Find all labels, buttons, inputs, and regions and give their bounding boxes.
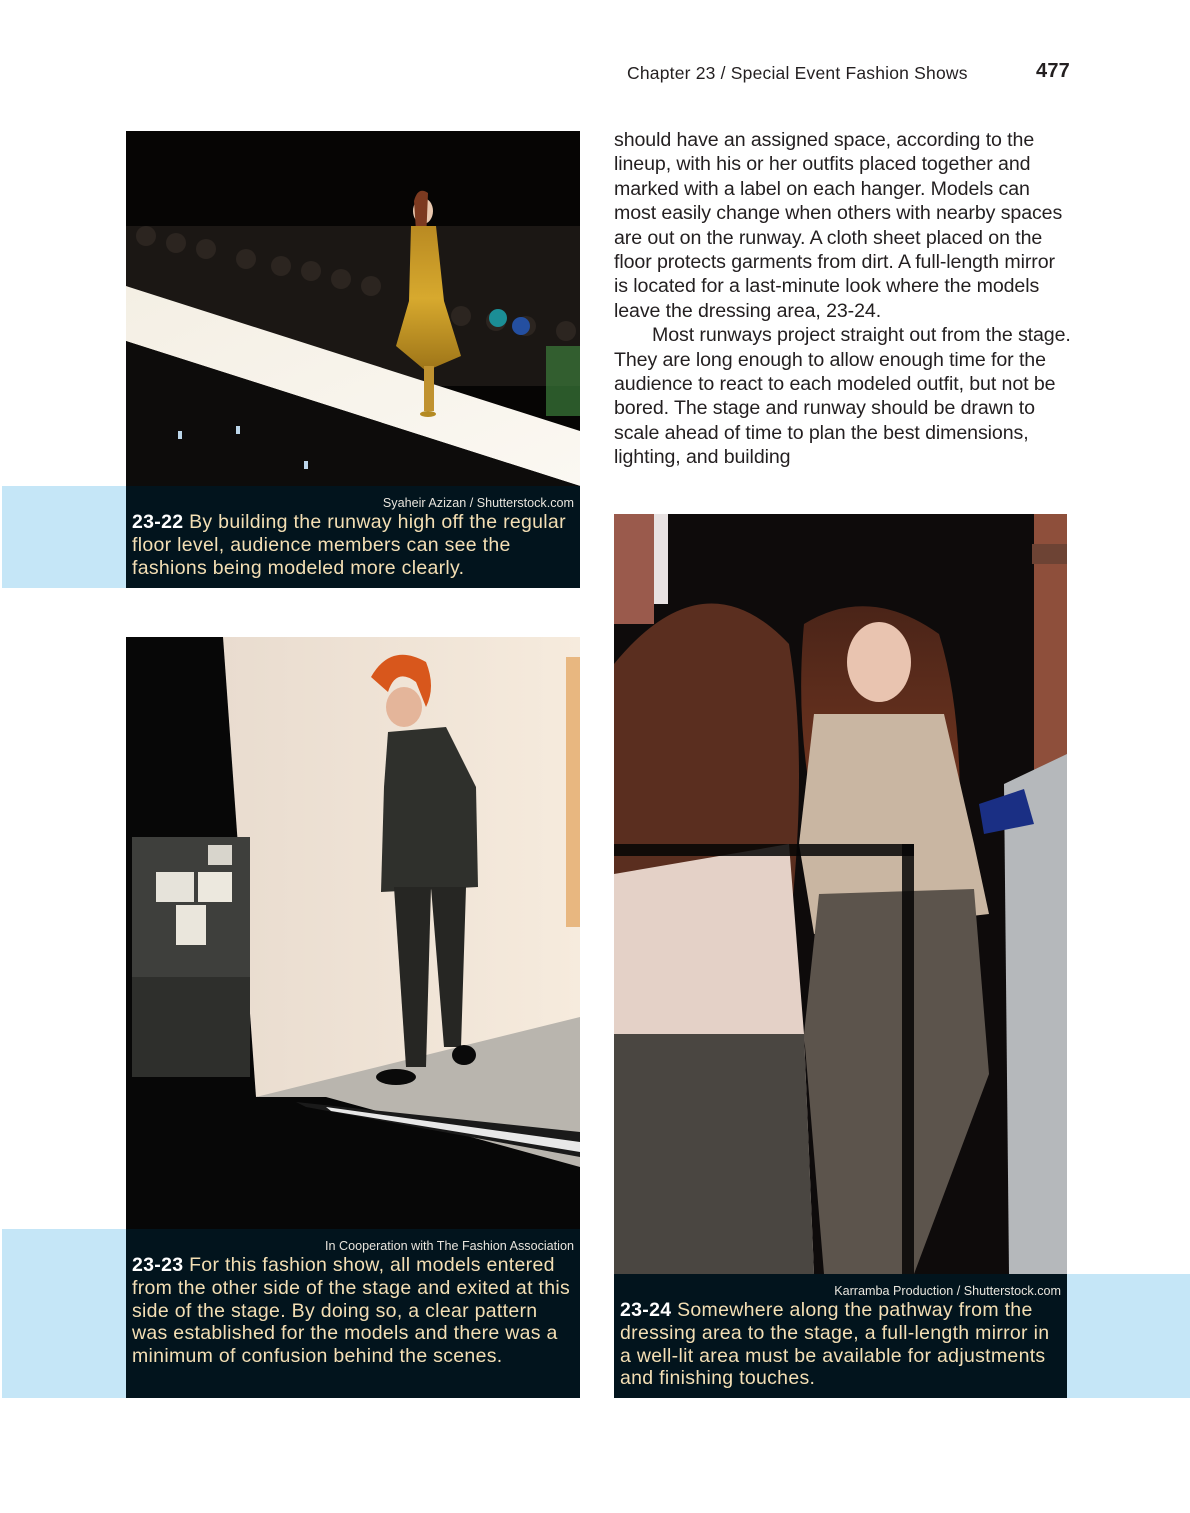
page-number: 477: [1036, 60, 1070, 82]
figure-caption-23-24: [614, 1274, 1067, 1398]
caption-text: Somewhere along the pathway from the dressing area to the stage, a full-length mirror in a well-lit area must be available for adjustments and finishing touches.: [620, 1299, 1050, 1390]
figure-photo-mirror: [614, 514, 1067, 1274]
figure-number: 23-24: [620, 1299, 678, 1321]
body-paragraph: Most runways project straight out from the stage. They are long enough to allow enough time for the audience to react to each modeled outfit, but not be bored. The stage and runway should be drawn to scale ahead of time to plan the best dimensions, lighting, and building: [614, 324, 1071, 469]
figure-number: 23-22: [132, 511, 190, 533]
chapter-title: Chapter 23 / Special Event Fashion Shows: [627, 63, 968, 83]
running-head: [627, 60, 1072, 86]
figure-caption-23-22: [126, 486, 580, 588]
body-paragraph: should have an assigned space, according to the lineup, with his or her outfits placed together and marked with a label on each hanger. Models can most easily change when others with nearby spaces are out on the runway. A cloth sheet placed on the floor protects garments from dirt. A full-length mirror is located for a last-minute look where the models leave the dressing area, 23-24.: [614, 129, 1063, 322]
caption-text: By building the runway high off the regular floor level, audience members can see the fashions being modeled more clearly.: [132, 511, 566, 579]
figure-photo-backstage: [126, 637, 580, 1229]
figure-photo-runway: [126, 131, 580, 486]
caption-text: For this fashion show, all models entered from the other side of the stage and exited at this side of the stage. By doing so, a clear pattern was established for the models and there was a minimum of confusion behind the scenes.: [132, 1254, 571, 1368]
backstage-photo-illustration: [126, 637, 580, 1229]
accent-band: [2, 486, 128, 588]
figure-number: 23-23: [132, 1254, 190, 1276]
photo-credit: Karramba Production / Shutterstock.com: [834, 1284, 1061, 1298]
figure-caption-23-23: [126, 1229, 580, 1398]
runway-photo-illustration: [126, 131, 580, 486]
accent-band: [1067, 1274, 1190, 1398]
photo-credit: Syaheir Azizan / Shutterstock.com: [382, 496, 574, 510]
mirror-photo-illustration: [614, 514, 1067, 1274]
body-text-column: [614, 128, 1074, 470]
accent-band: [2, 1229, 128, 1398]
photo-credit: In Cooperation with The Fashion Association: [325, 1239, 574, 1253]
